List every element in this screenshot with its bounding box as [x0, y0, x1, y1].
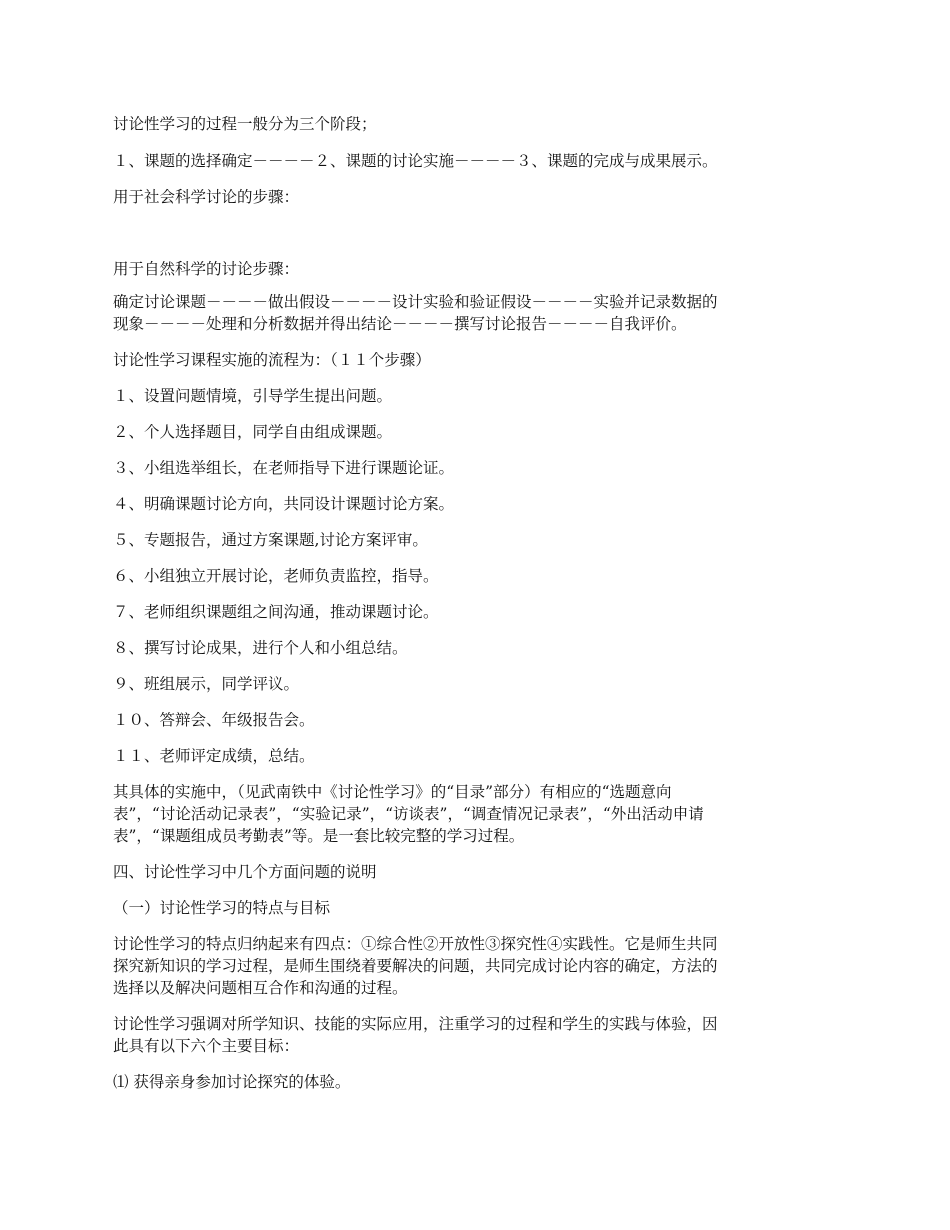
goals-line-2: 此具有以下六个主要目标： [113, 1037, 300, 1055]
list-item: ２、个人选择题目，同学自由组成课题。 [113, 423, 393, 441]
section-4-heading: 四、讨论性学习中几个方面问题的说明 [113, 863, 377, 881]
list-item: ９、班组展示，同学评议。 [113, 675, 300, 693]
list-item: ４、明确课题讨论方向，共同设计课题讨论方案。 [113, 495, 455, 513]
list-item: ６、小组独立开展讨论，老师负责监控，指导。 [113, 567, 439, 585]
implementation-line-2: 表”，“讨论活动记录表”，“实验记录”，“访谈表”，“调查情况记录表”，“外出活动申请 [113, 805, 704, 823]
list-item: ３、小组选举组长，在老师指导下进行课题论证。 [113, 459, 455, 477]
features-line-2: 探究新知识的学习过程，是师生围绕着要解决的问题，共同完成讨论内容的确定，方法的 [113, 957, 718, 975]
list-item: ５、专题报告，通过方案课题,讨论方案评审。 [113, 531, 428, 549]
list-item: １、设置问题情境，引导学生提出问题。 [113, 387, 393, 405]
list-item: ８、撰写讨论成果，进行个人和小组总结。 [113, 639, 408, 657]
list-item: １０、答辩会、年级报告会。 [113, 711, 315, 729]
goals-line-1: 讨论性学习强调对所学知识、技能的实际应用，注重学习的过程和学生的实践与体验，因 [113, 1015, 718, 1033]
implementation-line-3: 表”，“课题组成员考勤表”等。是一套比较完整的学习过程。 [113, 827, 525, 845]
implementation-line-1: 其具体的实施中，（见武南铁中《讨论性学习》的“目录”部分）有相应的“选题意向 [113, 783, 672, 801]
list-item: １１、老师评定成绩，总结。 [113, 747, 315, 765]
goal-1: ⑴ 获得亲身参加讨论探究的体验。 [113, 1073, 351, 1091]
social-science-steps-heading: 用于社会科学讨论的步骤： [113, 188, 300, 206]
features-line-3: 选择以及解决问题相互合作和沟通的过程。 [113, 979, 408, 997]
natural-science-steps-line-2: 现象－－－－处理和分析数据并得出结论－－－－撰写讨论报告－－－－自我评价。 [113, 315, 687, 333]
flow-heading: 讨论性学习课程实施的流程为：（１１个步骤） [113, 351, 431, 369]
natural-science-steps-heading: 用于自然科学的讨论步骤： [113, 260, 300, 278]
intro-paragraph: 讨论性学习的过程一般分为三个阶段； [113, 115, 377, 133]
list-item: ７、老师组织课题组之间沟通，推动课题讨论。 [113, 603, 439, 621]
subsection-1-heading: （一）讨论性学习的特点与目标 [113, 899, 331, 917]
features-line-1: 讨论性学习的特点归纳起来有四点：①综合性②开放性③探究性④实践性。它是师生共同 [113, 935, 718, 953]
natural-science-steps-line-1: 确定讨论课题－－－－做出假设－－－－设计实验和验证假设－－－－实验并记录数据的 [113, 293, 718, 311]
stages-paragraph: １、课题的选择确定－－－－２、课题的讨论实施－－－－３、课题的完成与成果展示。 [113, 152, 718, 170]
